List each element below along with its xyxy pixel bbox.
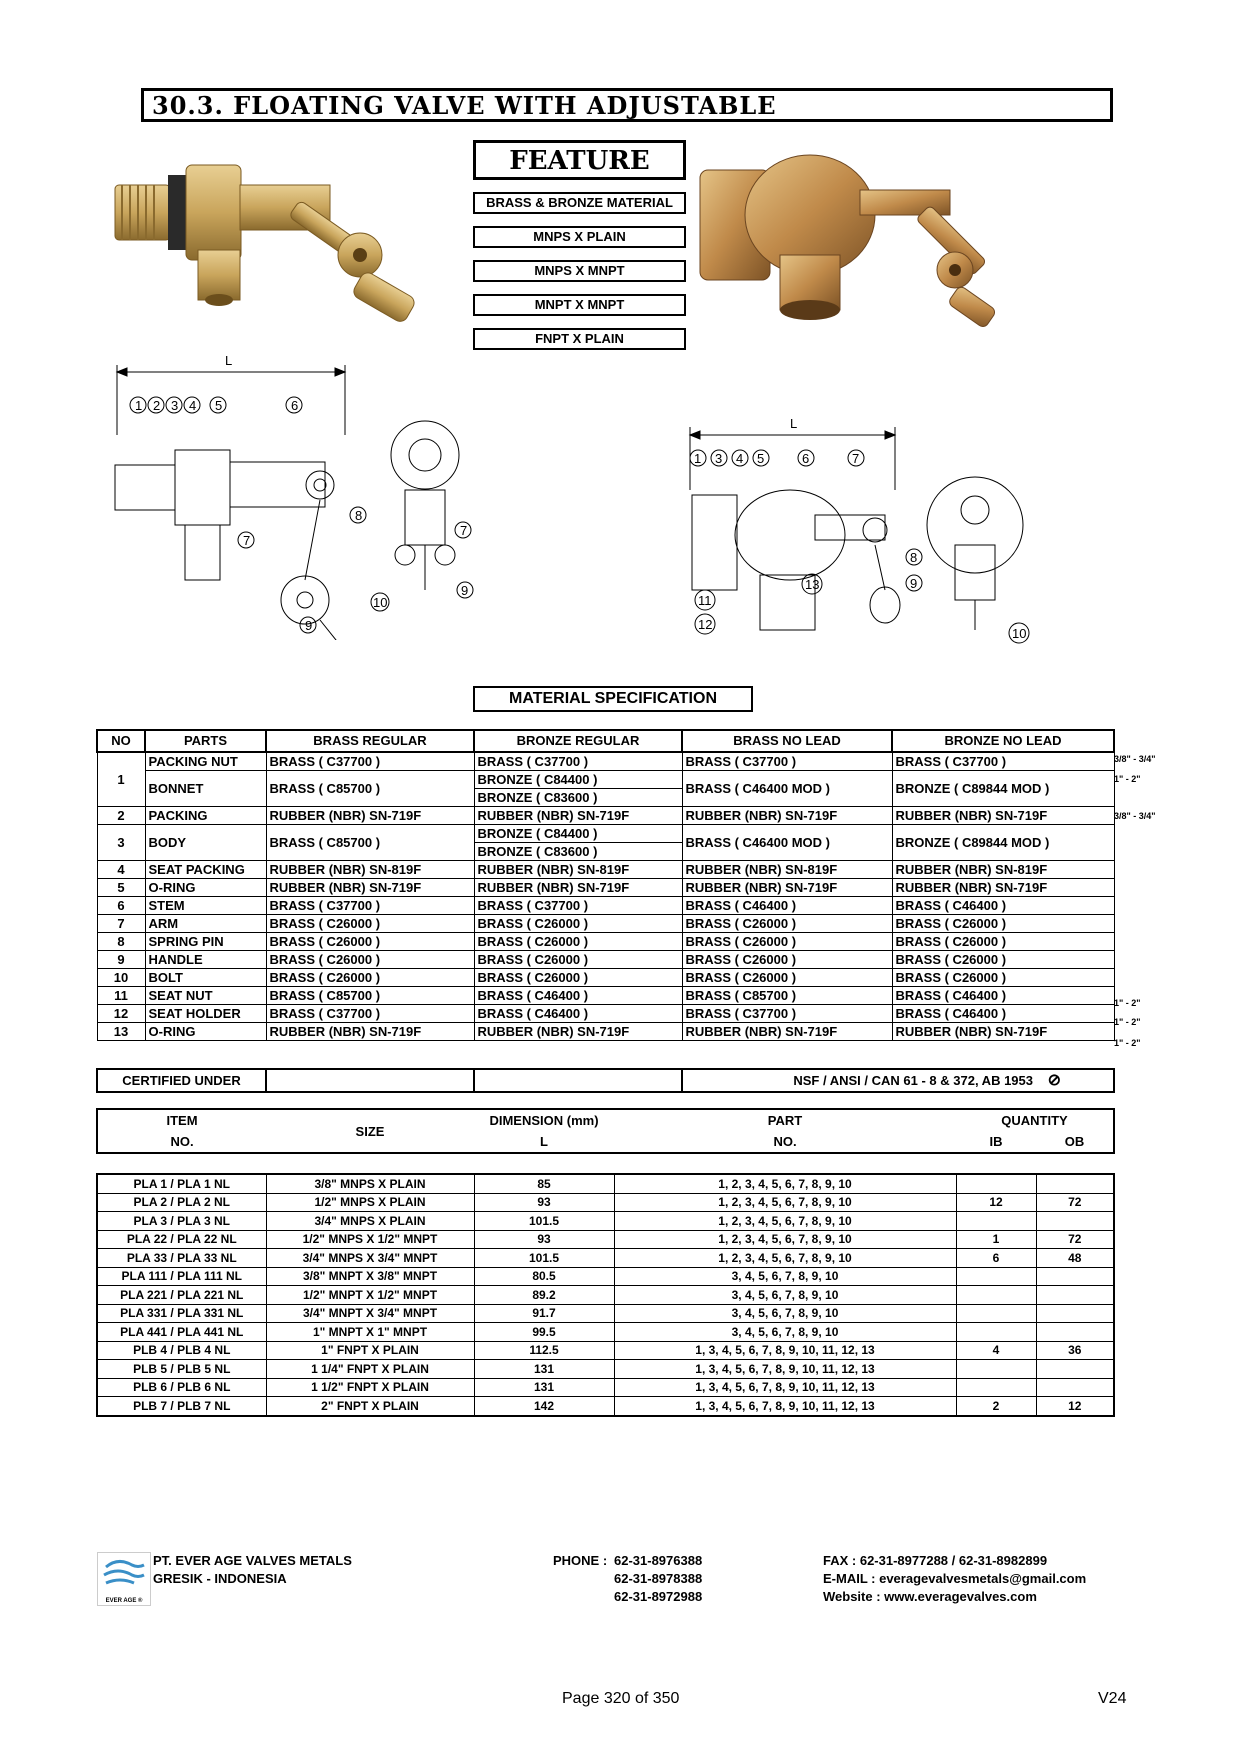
cell-size: 3/4" MNPS X PLAIN — [266, 1212, 474, 1231]
certified-row — [96, 1068, 1115, 1093]
col-bronze-no-lead: BRONZE NO LEAD — [892, 730, 1114, 752]
cell-ib — [956, 1323, 1036, 1342]
cell-part: BOLT — [145, 969, 266, 987]
feature-heading: FEATURE — [473, 140, 686, 180]
cell-brass: RUBBER (NBR) SN-719F — [266, 1023, 474, 1041]
cell-no: 12 — [97, 1005, 145, 1023]
cell-bronze-alt: BRONZE ( C83600 ) — [474, 789, 682, 807]
cell-bronze-nl: BRASS ( C26000 ) — [892, 933, 1114, 951]
cell-bronze-nl: BRONZE ( C89844 MOD ) — [892, 825, 1114, 861]
certified-value: NSF / ANSI / CAN 61 - 8 & 372, AB 1953 — [793, 1073, 1033, 1088]
cell-size: 1/2" MNPS X PLAIN — [266, 1193, 474, 1212]
cell-item: PLA 22 / PLA 22 NL — [97, 1230, 266, 1249]
callout-r6: 6 — [802, 451, 810, 466]
table-row — [97, 1193, 1114, 1212]
cell-ob: 36 — [1036, 1341, 1114, 1360]
cell-bronze: BRONZE ( C84400 ) — [474, 771, 682, 789]
hdr-item: ITEM — [166, 1113, 198, 1128]
cell-brass-nl: BRASS ( C46400 ) — [682, 897, 892, 915]
cell-bronze: BRASS ( C37700 ) — [474, 752, 682, 771]
callout-side-9: 9 — [461, 583, 469, 598]
table-row — [97, 771, 1114, 789]
cell-length: 101.5 — [474, 1249, 614, 1268]
callout-r7: 7 — [852, 451, 860, 466]
cell-part: PACKING — [145, 807, 266, 825]
material-header-row — [97, 730, 1114, 752]
cell-size: 1" MNPT X 1" MNPT — [266, 1323, 474, 1342]
cell-bronze-nl: BRASS ( C26000 ) — [892, 969, 1114, 987]
cell-length: 142 — [474, 1397, 614, 1416]
cell-ib — [956, 1174, 1036, 1193]
cell-brass: BRASS ( C37700 ) — [266, 752, 474, 771]
cell-brass: BRASS ( C26000 ) — [266, 969, 474, 987]
cell-bronze: BRASS ( C46400 ) — [474, 987, 682, 1005]
cell-item: PLB 4 / PLB 4 NL — [97, 1341, 266, 1360]
table-row — [97, 1360, 1114, 1379]
cell-brass: BRASS ( C26000 ) — [266, 915, 474, 933]
hdr-part-no: NO. — [773, 1134, 797, 1149]
cell-brass: BRASS ( C37700 ) — [266, 897, 474, 915]
col-parts: PARTS — [145, 730, 266, 752]
cell-item: PLA 441 / PLA 441 NL — [97, 1323, 266, 1342]
cell-ib — [956, 1378, 1036, 1397]
cell-ob — [1036, 1267, 1114, 1286]
cell-ob: 48 — [1036, 1249, 1114, 1268]
table-row — [97, 861, 1114, 879]
table-row — [97, 1230, 1114, 1249]
cell-ib — [956, 1360, 1036, 1379]
callout-side-7: 7 — [460, 523, 468, 538]
cell-bronze: RUBBER (NBR) SN-719F — [474, 1023, 682, 1041]
cell-part: SPRING PIN — [145, 933, 266, 951]
cell-brass: BRASS ( C85700 ) — [266, 825, 474, 861]
callout-6: 6 — [291, 398, 299, 413]
callout-r9: 9 — [910, 576, 918, 591]
cell-length: 131 — [474, 1378, 614, 1397]
cell-ob — [1036, 1286, 1114, 1305]
cell-brass-nl: BRASS ( C26000 ) — [682, 915, 892, 933]
cell-item: PLA 33 / PLA 33 NL — [97, 1249, 266, 1268]
callout-side-8: 8 — [355, 508, 363, 523]
cell-brass-nl: BRASS ( C26000 ) — [682, 951, 892, 969]
callout-r11: 11 — [698, 593, 712, 608]
cell-part: PACKING NUT — [145, 752, 266, 771]
size-note: 3/8" - 3/4" — [1114, 811, 1156, 821]
hdr-dimension: DIMENSION (mm) — [489, 1113, 599, 1128]
hdr-dimension-l: L — [540, 1134, 548, 1149]
table-row — [97, 915, 1114, 933]
cell-ib: 4 — [956, 1341, 1036, 1360]
cell-bronze: RUBBER (NBR) SN-719F — [474, 807, 682, 825]
table-row — [97, 1005, 1114, 1023]
cell-bronze-nl: RUBBER (NBR) SN-719F — [892, 879, 1114, 897]
size-note: 3/8" - 3/4" — [1114, 754, 1156, 764]
table-row — [97, 752, 1114, 771]
cell-bronze-nl: BRASS ( C37700 ) — [892, 752, 1114, 771]
cell-parts: 1, 2, 3, 4, 5, 6, 7, 8, 9, 10 — [614, 1212, 956, 1231]
cell-length: 80.5 — [474, 1267, 614, 1286]
cell-parts: 1, 2, 3, 4, 5, 6, 7, 8, 9, 10 — [614, 1249, 956, 1268]
cell-ib — [956, 1286, 1036, 1305]
cell-brass: RUBBER (NBR) SN-819F — [266, 861, 474, 879]
cell-item: PLB 5 / PLB 5 NL — [97, 1360, 266, 1379]
cell-brass-nl: BRASS ( C85700 ) — [682, 987, 892, 1005]
cell-brass-nl: RUBBER (NBR) SN-819F — [682, 861, 892, 879]
cell-bronze-nl: BRASS ( C26000 ) — [892, 915, 1114, 933]
cell-bronze-nl: BRASS ( C46400 ) — [892, 897, 1114, 915]
cell-bronze: RUBBER (NBR) SN-719F — [474, 879, 682, 897]
cell-no: 2 — [97, 807, 145, 825]
cell-brass: BRASS ( C85700 ) — [266, 987, 474, 1005]
valve-photo-right — [690, 145, 1030, 355]
hdr-size: SIZE — [355, 1123, 385, 1139]
cell-ib — [956, 1304, 1036, 1323]
table-row — [97, 933, 1114, 951]
callout-9: 9 — [305, 618, 313, 633]
cell-bronze-nl: BRASS ( C46400 ) — [892, 1005, 1114, 1023]
cell-size: 2" FNPT X PLAIN — [266, 1397, 474, 1416]
table-row — [97, 969, 1114, 987]
feature-item: MNPS X MNPT — [473, 260, 686, 282]
cell-part: BODY — [145, 825, 266, 861]
size-note: 1" - 2" — [1114, 1038, 1141, 1048]
callout-1: 1 — [135, 398, 143, 413]
wave-logo-icon — [98, 1553, 150, 1593]
cell-brass-nl: BRASS ( C37700 ) — [682, 752, 892, 771]
cell-brass-nl: BRASS ( C26000 ) — [682, 933, 892, 951]
callout-4: 4 — [189, 398, 197, 413]
cell-parts: 1, 2, 3, 4, 5, 6, 7, 8, 9, 10 — [614, 1174, 956, 1193]
dimension-table — [96, 1173, 1115, 1417]
material-spec-table — [96, 729, 1115, 1041]
cell-bronze-nl: RUBBER (NBR) SN-719F — [892, 1023, 1114, 1041]
cell-brass-nl: BRASS ( C37700 ) — [682, 1005, 892, 1023]
cell-length: 101.5 — [474, 1212, 614, 1231]
cell-bronze-nl: BRASS ( C46400 ) — [892, 987, 1114, 1005]
cell-item: PLA 3 / PLA 3 NL — [97, 1212, 266, 1231]
cell-ib: 2 — [956, 1397, 1036, 1416]
callout-r10: 10 — [1012, 626, 1027, 641]
phone-number: 62-31-8972988 — [614, 1589, 703, 1604]
cell-no: 10 — [97, 969, 145, 987]
valve-photo-left — [110, 140, 450, 350]
table-row — [97, 951, 1114, 969]
cell-ob — [1036, 1212, 1114, 1231]
cell-bronze: BRASS ( C26000 ) — [474, 933, 682, 951]
cell-brass: BRASS ( C26000 ) — [266, 951, 474, 969]
hdr-ib: IB — [989, 1134, 1003, 1149]
cell-ib — [956, 1267, 1036, 1286]
cell-ib: 1 — [956, 1230, 1036, 1249]
cell-part: ARM — [145, 915, 266, 933]
callout-2: 2 — [153, 398, 161, 413]
table-row — [97, 1249, 1114, 1268]
cell-length: 93 — [474, 1193, 614, 1212]
table-row — [97, 1397, 1114, 1416]
cell-bronze-alt: BRONZE ( C83600 ) — [474, 843, 682, 861]
cell-brass: BRASS ( C37700 ) — [266, 1005, 474, 1023]
cell-ib: 12 — [956, 1193, 1036, 1212]
cell-parts: 1, 2, 3, 4, 5, 6, 7, 8, 9, 10 — [614, 1193, 956, 1212]
cell-part: O-RING — [145, 1023, 266, 1041]
logo-text: EVER AGE ® — [105, 1598, 143, 1604]
fax: FAX : 62-31-8977288 / 62-31-8982899 — [823, 1553, 1048, 1568]
cell-part: O-RING — [145, 879, 266, 897]
cell-brass-nl: RUBBER (NBR) SN-719F — [682, 1023, 892, 1041]
cell-size: 1/2" MNPS X 1/2" MNPT — [266, 1230, 474, 1249]
cell-parts: 3, 4, 5, 6, 7, 8, 9, 10 — [614, 1304, 956, 1323]
phone-label: PHONE : — [553, 1553, 608, 1568]
dimension-header — [96, 1108, 1115, 1154]
cell-part: BONNET — [145, 771, 266, 807]
size-note: 1" - 2" — [1114, 774, 1141, 784]
cell-brass-nl: RUBBER (NBR) SN-719F — [682, 879, 892, 897]
cell-brass-nl: BRASS ( C46400 MOD ) — [682, 825, 892, 861]
company-location: GRESIK - INDONESIA — [153, 1571, 287, 1586]
phone-number: 62-31-8976388 — [614, 1553, 703, 1568]
feature-item: BRASS & BRONZE MATERIAL — [473, 192, 686, 214]
company-name: PT. EVER AGE VALVES METALS — [153, 1553, 352, 1568]
cell-size: 1/2" MNPT X 1/2" MNPT — [266, 1286, 474, 1305]
cell-item: PLA 111 / PLA 111 NL — [97, 1267, 266, 1286]
feature-item: MNPT X MNPT — [473, 294, 686, 316]
cell-bronze: BRASS ( C46400 ) — [474, 1005, 682, 1023]
cell-parts: 1, 3, 4, 5, 6, 7, 8, 9, 10, 11, 12, 13 — [614, 1397, 956, 1416]
table-row — [97, 1378, 1114, 1397]
cell-size: 1" FNPT X PLAIN — [266, 1341, 474, 1360]
cell-ob — [1036, 1378, 1114, 1397]
hdr-part: PART — [767, 1113, 803, 1128]
cell-no: 3 — [97, 825, 145, 861]
cell-length: 112.5 — [474, 1341, 614, 1360]
cell-brass: RUBBER (NBR) SN-719F — [266, 879, 474, 897]
cell-length: 131 — [474, 1360, 614, 1379]
cell-item: PLA 221 / PLA 221 NL — [97, 1286, 266, 1305]
col-brass-regular: BRASS REGULAR — [266, 730, 474, 752]
cell-bronze: BRASS ( C26000 ) — [474, 915, 682, 933]
col-no: NO — [97, 730, 145, 752]
size-note: 1" - 2" — [1114, 998, 1141, 1008]
cell-item: PLB 6 / PLB 6 NL — [97, 1378, 266, 1397]
table-row — [97, 1267, 1114, 1286]
cell-bronze-nl: BRASS ( C26000 ) — [892, 951, 1114, 969]
cell-size: 3/8" MNPS X PLAIN — [266, 1174, 474, 1193]
table-row — [97, 987, 1114, 1005]
cell-no: 6 — [97, 897, 145, 915]
cell-ob — [1036, 1304, 1114, 1323]
size-note: 1" - 2" — [1114, 1017, 1141, 1027]
callout-7: 7 — [243, 533, 251, 548]
cell-ob — [1036, 1360, 1114, 1379]
cell-item: PLA 2 / PLA 2 NL — [97, 1193, 266, 1212]
cell-bronze: BRASS ( C26000 ) — [474, 951, 682, 969]
cell-part: SEAT PACKING — [145, 861, 266, 879]
material-spec-heading: MATERIAL SPECIFICATION — [473, 686, 753, 712]
cell-part: SEAT HOLDER — [145, 1005, 266, 1023]
cell-ib — [956, 1212, 1036, 1231]
cell-parts: 3, 4, 5, 6, 7, 8, 9, 10 — [614, 1267, 956, 1286]
cell-item: PLA 1 / PLA 1 NL — [97, 1174, 266, 1193]
cell-no: 13 — [97, 1023, 145, 1041]
website-link[interactable]: Website : www.everagevalves.com — [823, 1589, 1037, 1604]
col-brass-no-lead: BRASS NO LEAD — [682, 730, 892, 752]
certified-value-cell — [682, 1069, 1114, 1092]
drawing-right — [680, 415, 1100, 655]
cell-brass: BRASS ( C85700 ) — [266, 771, 474, 807]
cell-no: 9 — [97, 951, 145, 969]
cell-parts: 1, 3, 4, 5, 6, 7, 8, 9, 10, 11, 12, 13 — [614, 1378, 956, 1397]
cell-size: 1 1/4" FNPT X PLAIN — [266, 1360, 474, 1379]
certified-label: CERTIFIED UNDER — [97, 1069, 266, 1092]
hdr-quantity: QUANTITY — [1001, 1113, 1068, 1128]
cell-ob: 72 — [1036, 1230, 1114, 1249]
cell-part: SEAT NUT — [145, 987, 266, 1005]
cell-size: 3/4" MNPT X 3/4" MNPT — [266, 1304, 474, 1323]
table-row — [97, 1212, 1114, 1231]
drawing-left — [105, 350, 545, 640]
cell-item: PLA 331 / PLA 331 NL — [97, 1304, 266, 1323]
dim-l-label-right: L — [790, 416, 798, 431]
cell-length: 93 — [474, 1230, 614, 1249]
version-label: V24 — [1098, 1690, 1127, 1707]
table-row — [97, 897, 1114, 915]
check-icon: ⊘ — [1047, 1072, 1061, 1089]
cell-item: PLB 7 / PLB 7 NL — [97, 1397, 266, 1416]
cell-ob — [1036, 1323, 1114, 1342]
cell-bronze: BRASS ( C37700 ) — [474, 897, 682, 915]
feature-item: FNPT X PLAIN — [473, 328, 686, 350]
cell-size: 3/8" MNPT X 3/8" MNPT — [266, 1267, 474, 1286]
callout-r5: 5 — [757, 451, 765, 466]
callout-r13: 13 — [805, 577, 820, 592]
cell-bronze-nl: BRONZE ( C89844 MOD ) — [892, 771, 1114, 807]
cell-bronze: BRONZE ( C84400 ) — [474, 825, 682, 843]
feature-item: MNPS X PLAIN — [473, 226, 686, 248]
cell-parts: 1, 3, 4, 5, 6, 7, 8, 9, 10, 11, 12, 13 — [614, 1341, 956, 1360]
cell-bronze: BRASS ( C26000 ) — [474, 969, 682, 987]
cell-no: 5 — [97, 879, 145, 897]
cell-no: 4 — [97, 861, 145, 879]
col-bronze-regular: BRONZE REGULAR — [474, 730, 682, 752]
cell-ob — [1036, 1174, 1114, 1193]
table-row — [97, 879, 1114, 897]
cell-ib: 6 — [956, 1249, 1036, 1268]
callout-3: 3 — [171, 398, 179, 413]
company-info — [153, 1552, 352, 1588]
phone-list — [614, 1552, 702, 1606]
cell-size: 3/4" MNPS X 3/4" MNPT — [266, 1249, 474, 1268]
cell-size: 1 1/2" FNPT X PLAIN — [266, 1378, 474, 1397]
callout-5: 5 — [215, 398, 223, 413]
cell-bronze-nl: RUBBER (NBR) SN-719F — [892, 807, 1114, 825]
table-row — [97, 1304, 1114, 1323]
cell-parts: 1, 3, 4, 5, 6, 7, 8, 9, 10, 11, 12, 13 — [614, 1360, 956, 1379]
callout-side-10: 10 — [373, 595, 388, 610]
table-row — [97, 1341, 1114, 1360]
table-row — [97, 1174, 1114, 1193]
table-row — [97, 807, 1114, 825]
cell-no: 7 — [97, 915, 145, 933]
contact-info — [823, 1552, 1086, 1606]
cell-brass: BRASS ( C26000 ) — [266, 933, 474, 951]
cell-length: 85 — [474, 1174, 614, 1193]
callout-r3: 3 — [715, 451, 723, 466]
cell-brass-nl: BRASS ( C46400 MOD ) — [682, 771, 892, 807]
callout-r1: 1 — [694, 451, 702, 466]
cell-parts: 3, 4, 5, 6, 7, 8, 9, 10 — [614, 1323, 956, 1342]
cell-no: 11 — [97, 987, 145, 1005]
hdr-ob: OB — [1064, 1134, 1085, 1149]
page-number: Page 320 of 350 — [562, 1690, 680, 1707]
cell-length: 89.2 — [474, 1286, 614, 1305]
phone-number: 62-31-8978388 — [614, 1571, 703, 1586]
company-logo — [97, 1552, 151, 1606]
table-row — [97, 1286, 1114, 1305]
cell-ob: 12 — [1036, 1397, 1114, 1416]
callout-r8: 8 — [910, 550, 918, 565]
callout-r12: 12 — [698, 617, 713, 632]
table-row — [97, 1023, 1114, 1041]
cell-parts: 3, 4, 5, 6, 7, 8, 9, 10 — [614, 1286, 956, 1305]
cell-parts: 1, 2, 3, 4, 5, 6, 7, 8, 9, 10 — [614, 1230, 956, 1249]
cell-no: 1 — [97, 752, 145, 807]
cell-brass-nl: BRASS ( C26000 ) — [682, 969, 892, 987]
cell-no: 8 — [97, 933, 145, 951]
cell-brass-nl: RUBBER (NBR) SN-719F — [682, 807, 892, 825]
hdr-item-no: NO. — [170, 1134, 194, 1149]
cell-part: HANDLE — [145, 951, 266, 969]
page-title: 30.3. FLOATING VALVE WITH ADJUSTABLE — [141, 88, 1113, 122]
dim-l-label: L — [225, 353, 233, 368]
table-row — [97, 1323, 1114, 1342]
table-row — [97, 825, 1114, 843]
cell-ob: 72 — [1036, 1193, 1114, 1212]
cell-bronze-nl: RUBBER (NBR) SN-819F — [892, 861, 1114, 879]
cell-brass: RUBBER (NBR) SN-719F — [266, 807, 474, 825]
cell-bronze: RUBBER (NBR) SN-819F — [474, 861, 682, 879]
cell-length: 91.7 — [474, 1304, 614, 1323]
cell-length: 99.5 — [474, 1323, 614, 1342]
callout-r4: 4 — [736, 451, 744, 466]
cell-part: STEM — [145, 897, 266, 915]
email-link[interactable]: E-MAIL : everagevalvesmetals@gmail.com — [823, 1571, 1087, 1586]
